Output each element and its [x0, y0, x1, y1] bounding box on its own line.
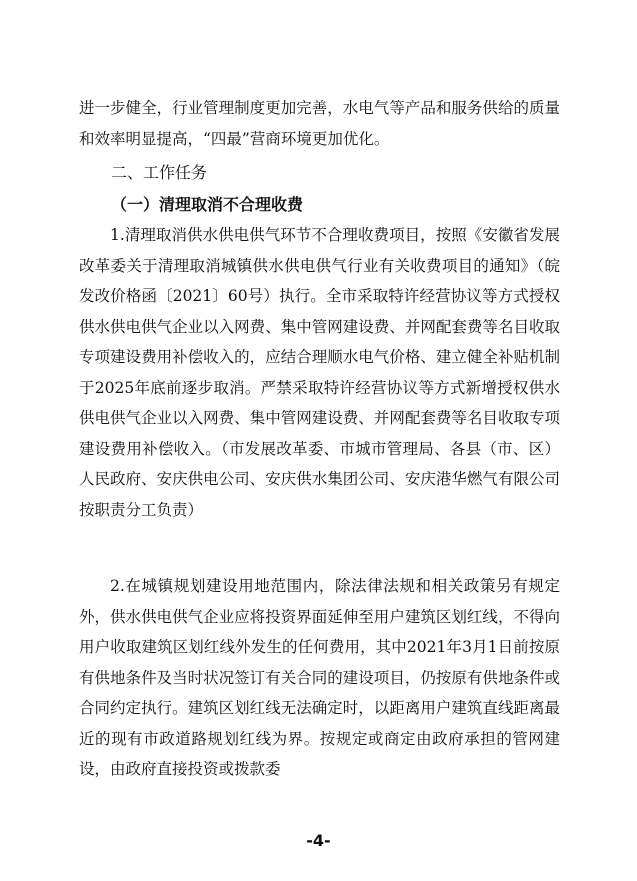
paragraph-2: 2.在城镇规划建设用地范围内，除法律法规和相关政策另有规定外，供水供电供气企业应将投资界面延伸至用户建筑区划红线，不得向用户收取建筑区划红线外发生的任何费用，其中2021年3月1日前按原有供地条件及当时状况签订有关合同的建设项目，仍按原有供地条件或合同约定执行。建筑区划红线无法确定时，以距离用户建筑直线距离最近的现有市政道路规划红线为界。按规定或商定由政府承担的管网建设，由政府直接投资或拨款委	[79, 577, 560, 778]
paragraph-1: 1.清理取消供水供电供气环节不合理收费项目，按照《安徽省发展改革委关于清理取消城镇供水供电供气行业有关收费项目的通知》（皖发改价格函〔2021〕60号）执行。全市采取特许经营协议等方式授权供水供电供气企业以入网费、集中管网建设费、并网配套费等名目收取专项建设费用补偿收入的，应结合理顺水电气价格、建立健全补贴机制于2025年底前逐步取消。严禁采取特许经营协议等方式新增授权供水供电供气企业以入网费、集中管网建设费、并网配套费等名目收取专项建设费用补偿收入。（市发展改革委、市城市管理局、各县（市、区）人民政府、安庆供电公司、安庆供水集团公司、安庆港华燃气有限公司按职责分工负责）	[79, 226, 560, 519]
subsection-heading: （一）清理取消不合理收费	[111, 195, 304, 214]
continuation-paragraph: 进一步健全，行业管理制度更加完善，水电气等产品和服务供给的质量和效率明显提高，“四最”营商环境更加优化。	[79, 99, 560, 148]
page-number: -4-	[306, 831, 331, 850]
section-heading: 二、工作任务	[111, 163, 208, 182]
